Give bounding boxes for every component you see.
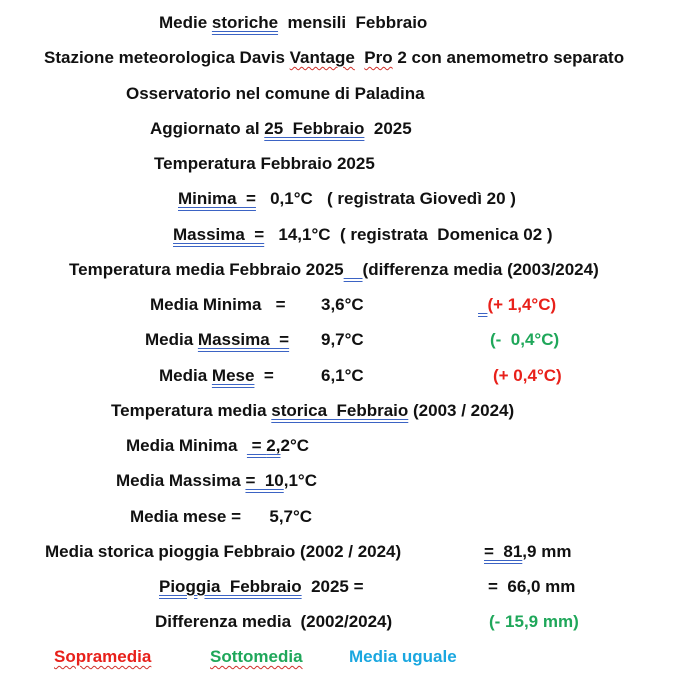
row-label: Media (145, 330, 198, 349)
historic-max-part: ,1°C (283, 471, 318, 490)
historic-max-part: Media Massima (116, 471, 246, 490)
monthly-mean-diff: (+ 0,4°C) (493, 366, 562, 385)
row-label: Media Minima = (150, 295, 286, 314)
station-part: Vantage (289, 48, 355, 67)
title-part: mensili (278, 13, 347, 32)
minimum-label: Minima = (178, 189, 256, 208)
updated-line (150, 118, 412, 140)
monthly-max-value: 9,7°C (321, 330, 364, 349)
row-label: Media (159, 366, 212, 385)
historic-min-part: = (246, 436, 267, 455)
historic-heading (111, 400, 514, 422)
title-part: storiche (211, 13, 279, 32)
title-part: Medie (159, 13, 212, 32)
historic-heading-part: Temperatura media (111, 401, 272, 420)
minimum-value: 0,1°C ( registrata Giovedì 20 ) (255, 189, 516, 208)
historic-min-part: 2, (266, 436, 281, 455)
station-part (355, 48, 364, 67)
station-part: 2 con anemometro separato (392, 48, 625, 67)
station-part: Stazione meteorologica Davis (44, 48, 290, 67)
temperature-month-heading: Temperatura Febbraio 2025 (154, 154, 375, 173)
rain-history-part: = 81 (484, 542, 523, 561)
updated-part: Aggiornato al (150, 119, 265, 138)
row-label: Massima = (197, 330, 290, 349)
monthly-min-diff (478, 294, 556, 316)
row-label: Mese (211, 366, 255, 385)
rain-month-part: Pioggia Febbraio (159, 577, 302, 596)
legend-above-average (54, 646, 151, 668)
row-label: = (254, 366, 274, 385)
monthly-min-label (150, 294, 286, 316)
maximum-line (173, 224, 553, 246)
difference-heading: (differenza media (2003/2024) (362, 260, 599, 279)
legend-label: Sopramedia (54, 647, 152, 666)
monthly-gap (344, 260, 363, 279)
historic-mean-line: Media mese = 5,7°C (130, 507, 313, 526)
observatory-line: Osservatorio nel comune di Paladina (126, 84, 425, 103)
rain-history-value (484, 541, 571, 563)
legend-label: Sottomedia (210, 647, 303, 666)
historic-min-part: 2°C (280, 436, 310, 455)
report-title (159, 12, 427, 34)
monthly-heading-line (69, 259, 599, 281)
minimum-line (178, 188, 516, 210)
monthly-heading: Temperatura media Febbraio 2025 (69, 260, 344, 279)
historic-max-line (116, 470, 317, 492)
title-part: Febbraio (346, 13, 428, 32)
legend-equal-average: Media uguale (349, 647, 457, 666)
monthly-max-diff: (- 0,4°C) (490, 330, 560, 349)
station-part: Pro (364, 48, 393, 67)
rain-month-label (159, 576, 364, 598)
legend-below-average (210, 646, 303, 668)
updated-part: 25 Febbraio (264, 119, 365, 138)
monthly-max-label (145, 329, 289, 351)
rain-month-value: = 66,0 mm (488, 577, 576, 596)
historic-heading-part: storica Febbraio (271, 401, 409, 420)
maximum-label: Massima = (173, 225, 265, 244)
rain-history-part: ,9 mm (522, 542, 572, 561)
historic-min-part: Media Minima (126, 436, 247, 455)
monthly-min-value: 3,6°C (321, 295, 364, 314)
rain-history-label: Media storica pioggia Febbraio (2002 / 2024) (45, 542, 402, 561)
rain-diff-label: Differenza media (2002/2024) (155, 612, 393, 631)
maximum-value: 14,1°C ( registrata Domenica 02 ) (264, 225, 553, 244)
historic-heading-part: (2003 / 2024) (408, 401, 515, 420)
station-line (44, 47, 624, 69)
updated-part: 2025 (364, 119, 412, 138)
monthly-mean-value: 6,1°C (321, 366, 364, 385)
rain-month-part: 2025 = (301, 577, 364, 596)
rain-diff-value: (- 15,9 mm) (489, 612, 579, 631)
historic-max-part: = 10 (245, 471, 284, 490)
diff-value: (+ 1,4°C) (487, 295, 557, 314)
historic-min-line (126, 435, 309, 457)
monthly-mean-label (159, 365, 274, 387)
